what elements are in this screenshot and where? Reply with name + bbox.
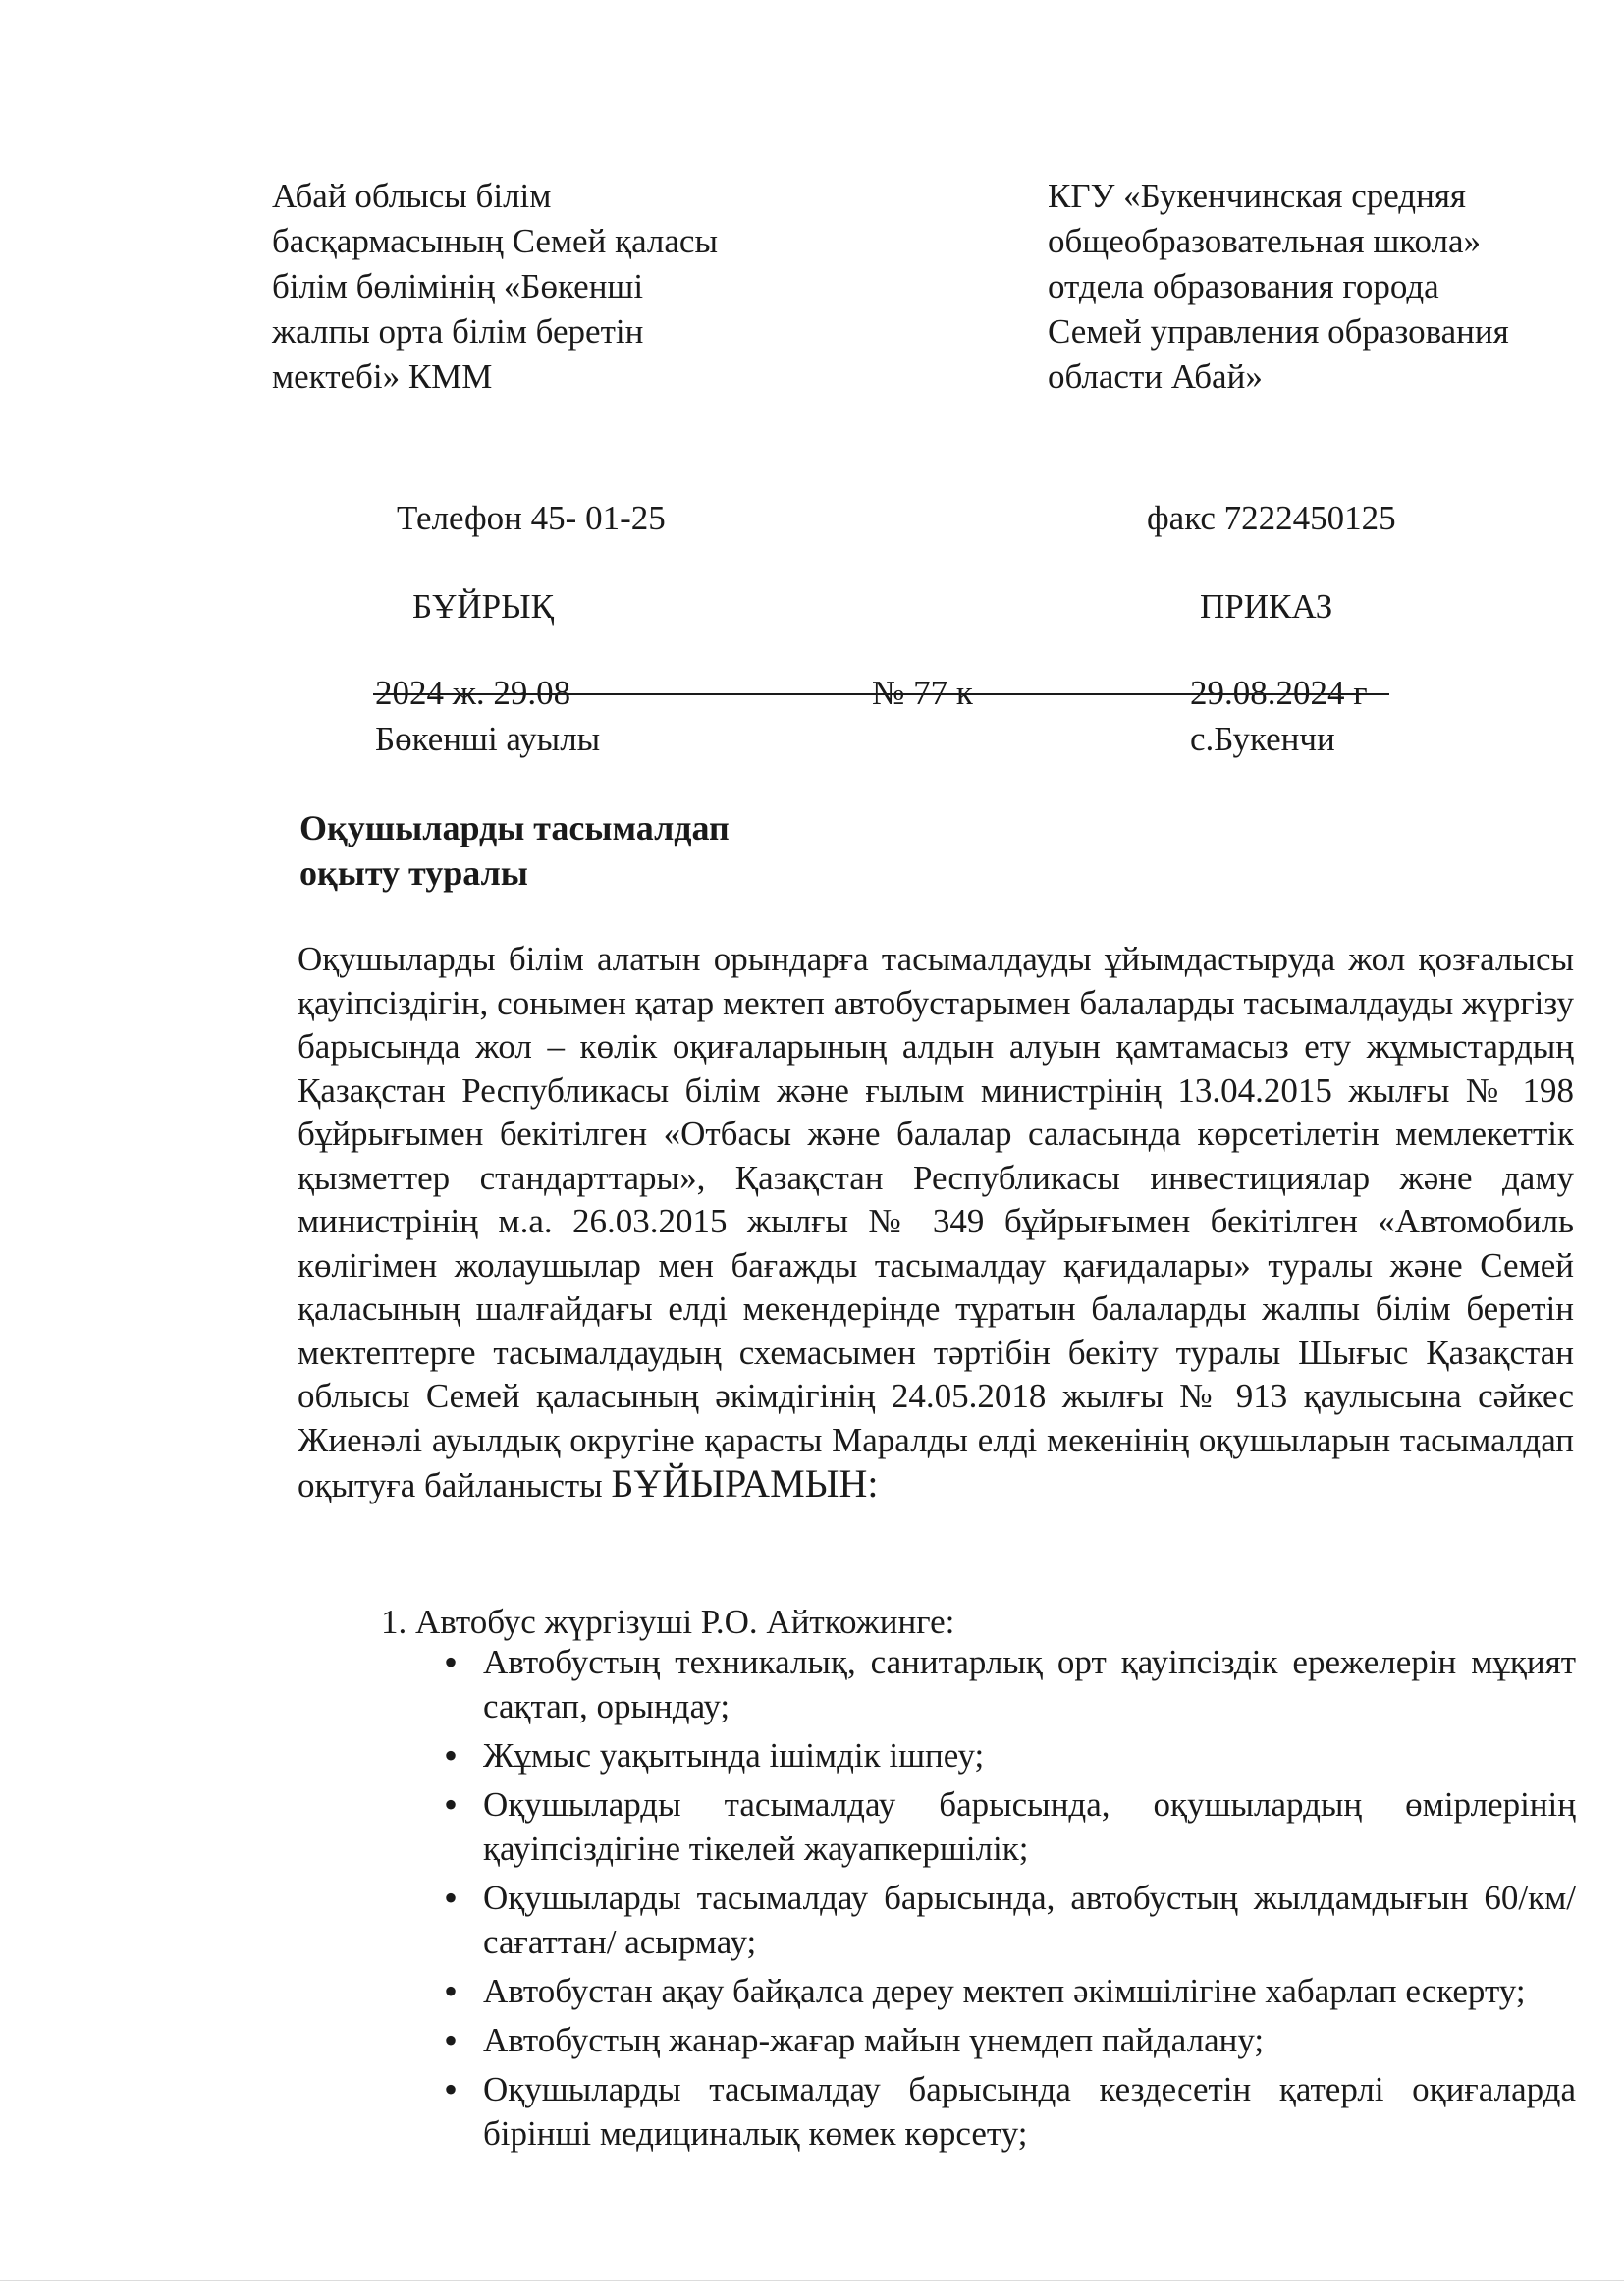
order-subject: Оқушыларды тасымалдап оқыту туралы [299,808,730,893]
place-kazakh: Бөкенші ауылы [375,720,601,758]
school-name-kazakh: Абай облысы білім басқармасының Семей қаласы білім бөлімінің «Бөкенші жалпы орта білім беретін мектебі» КММ [272,177,718,396]
list-item: • Жұмыс уақытында ішімдік ішпеу; [440,1733,1576,1777]
list-item: • Автобустан ақау байқалса дереу мектеп әкімшілігіне хабарлап ескерту; [440,1969,1576,2013]
list-item: • Автобустың жанар-жағар майын үнемдеп пайдалану; [440,2018,1576,2062]
order-body-text: Оқушыларды білім алатын орындарға тасымалдауды ұйымдастыруда жол қозғалысы қауіпсіздігін, сонымен қатар мектеп автобустарымен балаларды тасымалдауды жүргізу барысында жол – көлік оқиғаларының алдын алуын қамтамасыз ету жұмыстардың Қазақстан Республикасы білім және ғылым министрінің 13.04.2015 жылғы № 198 бұйрығымен бекітілген «Отбасы және балалар саласында көрсетілетін мемлекеттік қызметтер стандарттары», Қазақстан Республикасы инвестициялар және даму министрінің м.а. 26.03.2015 жылғы № 349 бұйрығымен бекітілген «Автомобиль көлігімен жолаушылар мен бағажды тасымалдау қағидалары» туралы және Семей қаласының шалғайдағы елді мекендерінде тұратын балаларды жалпы білім беретін мектептерге тасымалдаудың схемасымен тәртібін бекіту туралы Шығыс Қазақстан облысы Семей қаласының әкімдігінің 24.05.2018 жылғы № 913 қаулысына сәйкес Жиенәлі ауылдық округіне қарасты Маралды елді мекенінің оқушыларын тасымалдап оқытуға байланысты [298,940,1574,1504]
phone-number: Телефон 45- 01-25 [397,499,666,537]
list-item: • Оқушыларды тасымалдау барысында кездесетін қатерлі оқиғаларда бірінші медициналық көмек көрсету; [440,2067,1576,2156]
list-item: • Оқушыларды тасымалдау барысында, оқушылардың өмірлерінің қауіпсіздігіне тікелей жауапкершілік; [440,1782,1576,1871]
order-number: № 77 к [872,674,973,712]
list-item: • Автобустың техникалық, санитарлық орт қауіпсіздік ережелерін мұқият сақтап, орындау; [440,1640,1576,1728]
fax-number: факс 7222450125 [1147,499,1396,537]
order-date-kazakh: 2024 ж. 29.08 [375,674,571,712]
order-title-kazakh: БҰЙРЫҚ [412,587,554,626]
order-directive-word: БҰЙЫРАМЫН: [611,1461,879,1505]
school-name-russian: КГУ «Букенчинская средняя общеобразовательная школа» отдела образования города Семей управления образования области Абай» [1048,177,1509,396]
page-bottom-edge [0,2280,1624,2281]
order-title-russian: ПРИКАЗ [1200,587,1333,626]
order-body [298,938,1574,1508]
list-item: • Оқушыларды тасымалдау барысында, автобустың жылдамдығын 60/км/сағаттан/ асырмау; [440,1876,1576,1964]
list-item-1-title: 1. Автобус жүргізуші Р.О. Айткожинге: [381,1603,955,1641]
instruction-list [440,1640,1576,2160]
order-date-russian: 29.08.2024 г [1190,674,1368,712]
place-russian: с.Букенчи [1190,720,1335,758]
